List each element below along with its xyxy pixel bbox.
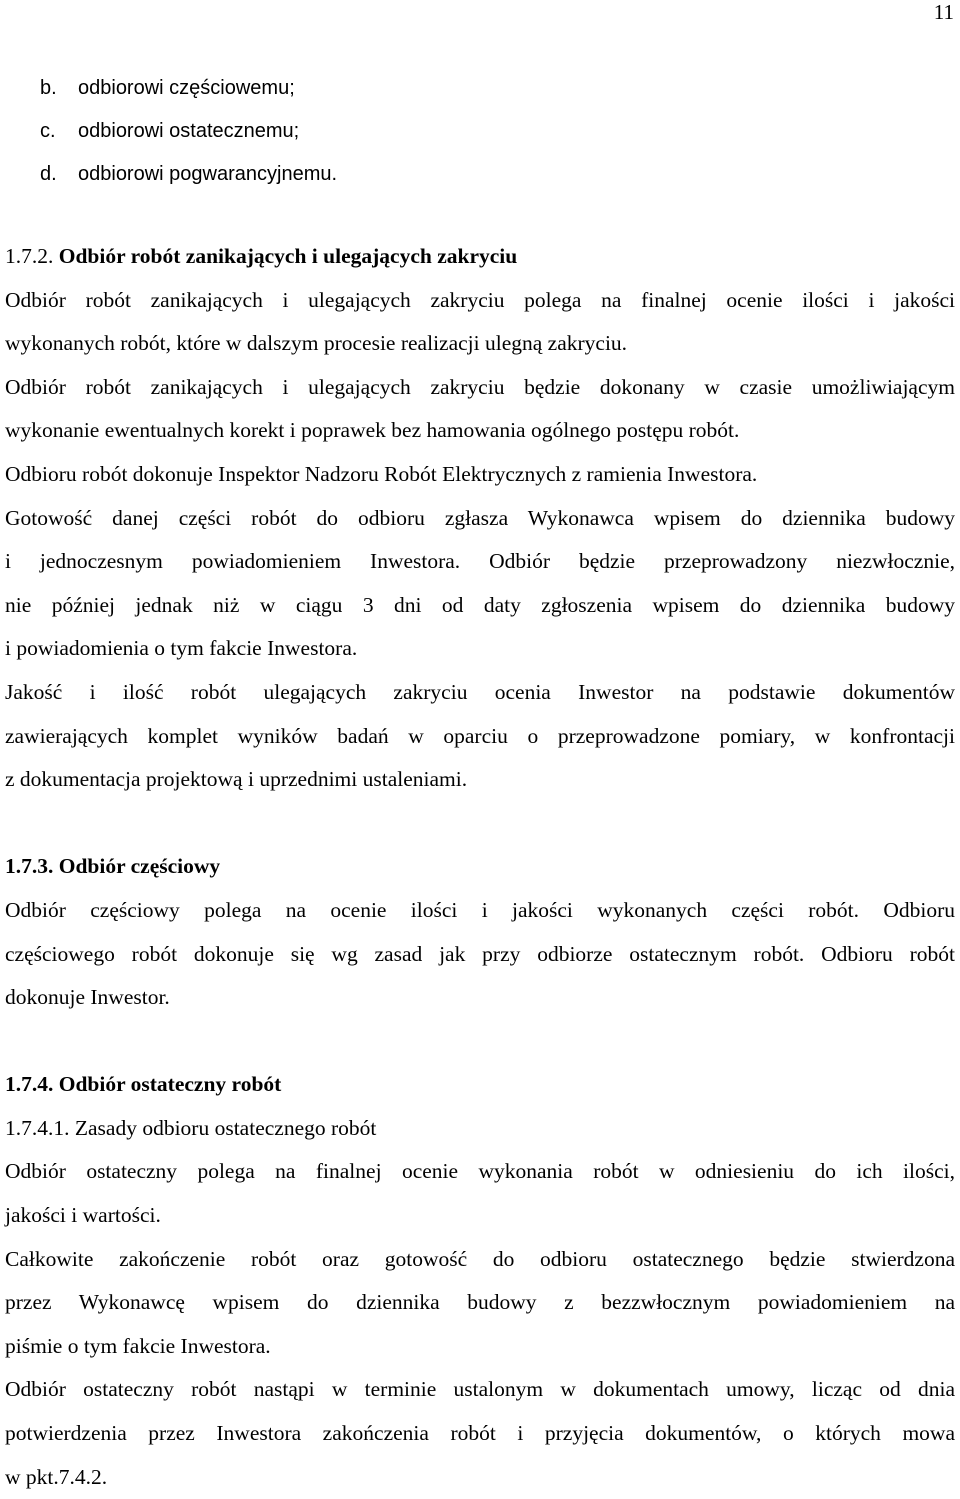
- paragraph-line: zawierających komplet wyników badań w oparciu o przeprowadzone pomiary, w konfrontacji: [5, 723, 955, 748]
- section-heading-1-7-3: [5, 845, 955, 889]
- paragraph-line: nie później jednak niż w ciągu 3 dni od daty zgłoszenia wpisem do dziennika budowy: [5, 592, 955, 617]
- section-spacer: [5, 802, 955, 846]
- list-item-text: odbiorowi częściowemu;: [78, 77, 295, 99]
- paragraph-line: piśmie o tym fakcie Inwestora.: [5, 1333, 271, 1358]
- paragraph-line: z dokumentacja projektową i uprzednimi ustaleniami.: [5, 767, 468, 792]
- section-number: 1.7.2.: [5, 244, 54, 268]
- paragraph-line: wykonanie ewentualnych korekt i poprawek bez hamowania ogólnego postępu robót.: [5, 418, 740, 443]
- section-heading-1-7-2: [5, 235, 955, 279]
- list-item-text: odbiorowi pogwarancyjnemu.: [78, 163, 338, 185]
- list-marker: d.: [40, 163, 57, 185]
- paragraph-line: w pkt.7.4.2.: [5, 1464, 108, 1489]
- paragraph-line: i jednoczesnym powiadomieniem Inwestora. Odbiór będzie przeprowadzony niezwłocznie,: [5, 549, 955, 574]
- document-body: [5, 235, 955, 1499]
- paragraph-line: Całkowite zakończenie robót oraz gotowość do odbioru ostatecznego będzie stwierdzona: [5, 1246, 955, 1271]
- paragraph-line: Jakość i ilość robót ulegających zakryciu ocenia Inwestor na podstawie dokumentów: [5, 679, 955, 704]
- paragraph-line: potwierdzenia przez Inwestora zakończenia robót i przyjęcia dokumentów, o których mowa: [5, 1421, 955, 1446]
- section-title: Odbiór ostateczny robót: [58, 1072, 282, 1097]
- section-number: 1.7.3.: [5, 854, 54, 879]
- list-item-text: odbiorowi ostatecznemu;: [78, 120, 300, 142]
- paragraph-line: Odbiór ostateczny robót nastąpi w terminie ustalonym w dokumentach umowy, licząc od dnia: [5, 1377, 955, 1402]
- paragraph-line: Odbiór robót zanikających i ulegających zakryciu polega na finalnej ocenie ilości i jakości: [5, 287, 955, 312]
- section-title: Odbiór częściowy: [58, 854, 221, 879]
- paragraph-line: przez Wykonawcę wpisem do dziennika budowy z bezzwłocznym powiadomieniem na: [5, 1290, 955, 1315]
- paragraph-line: jakości i wartości.: [5, 1203, 161, 1228]
- paragraph-line: wykonanych robót, które w dalszym procesie realizacji ulegną zakryciu.: [5, 331, 628, 356]
- paragraph-line: Odbioru robót dokonuje Inspektor Nadzoru Robót Elektrycznych z ramienia Inwestora.: [5, 461, 758, 486]
- section-spacer: [5, 1020, 955, 1064]
- page-number: 11: [933, 0, 954, 24]
- paragraph-line: Odbiór robót zanikających i ulegających zakryciu będzie dokonany w czasie umożliwiającym: [5, 374, 955, 399]
- paragraph-line: Gotowość danej części robót do odbioru zgłasza Wykonawca wpisem do dziennika budowy: [5, 505, 955, 530]
- section-title: Odbiór robót zanikających i ulegających zakryciu: [58, 244, 518, 268]
- list-marker: b.: [40, 77, 57, 99]
- subsection-heading: 1.7.4.1. Zasady odbioru ostatecznego robót: [5, 1115, 377, 1140]
- paragraph-line: i powiadomienia o tym fakcie Inwestora.: [5, 636, 358, 661]
- paragraph-line: częściowego robót dokonuje się wg zasad jak przy odbiorze ostatecznym robót. Odbioru robót: [5, 941, 955, 966]
- section-heading-1-7-4: [5, 1063, 955, 1107]
- list: [40, 67, 337, 196]
- paragraph-line: Odbiór ostateczny polega na finalnej ocenie wykonania robót w odniesieniu do ich ilości,: [5, 1159, 955, 1184]
- list-marker: c.: [40, 120, 56, 142]
- list-item: [40, 153, 337, 196]
- list-item: [40, 67, 337, 110]
- paragraph-line: Odbiór częściowy polega na ocenie ilości i jakości wykonanych części robót. Odbioru: [5, 897, 955, 922]
- list-item: [40, 110, 337, 153]
- paragraph-line: dokonuje Inwestor.: [5, 985, 170, 1010]
- section-number: 1.7.4.: [5, 1072, 54, 1097]
